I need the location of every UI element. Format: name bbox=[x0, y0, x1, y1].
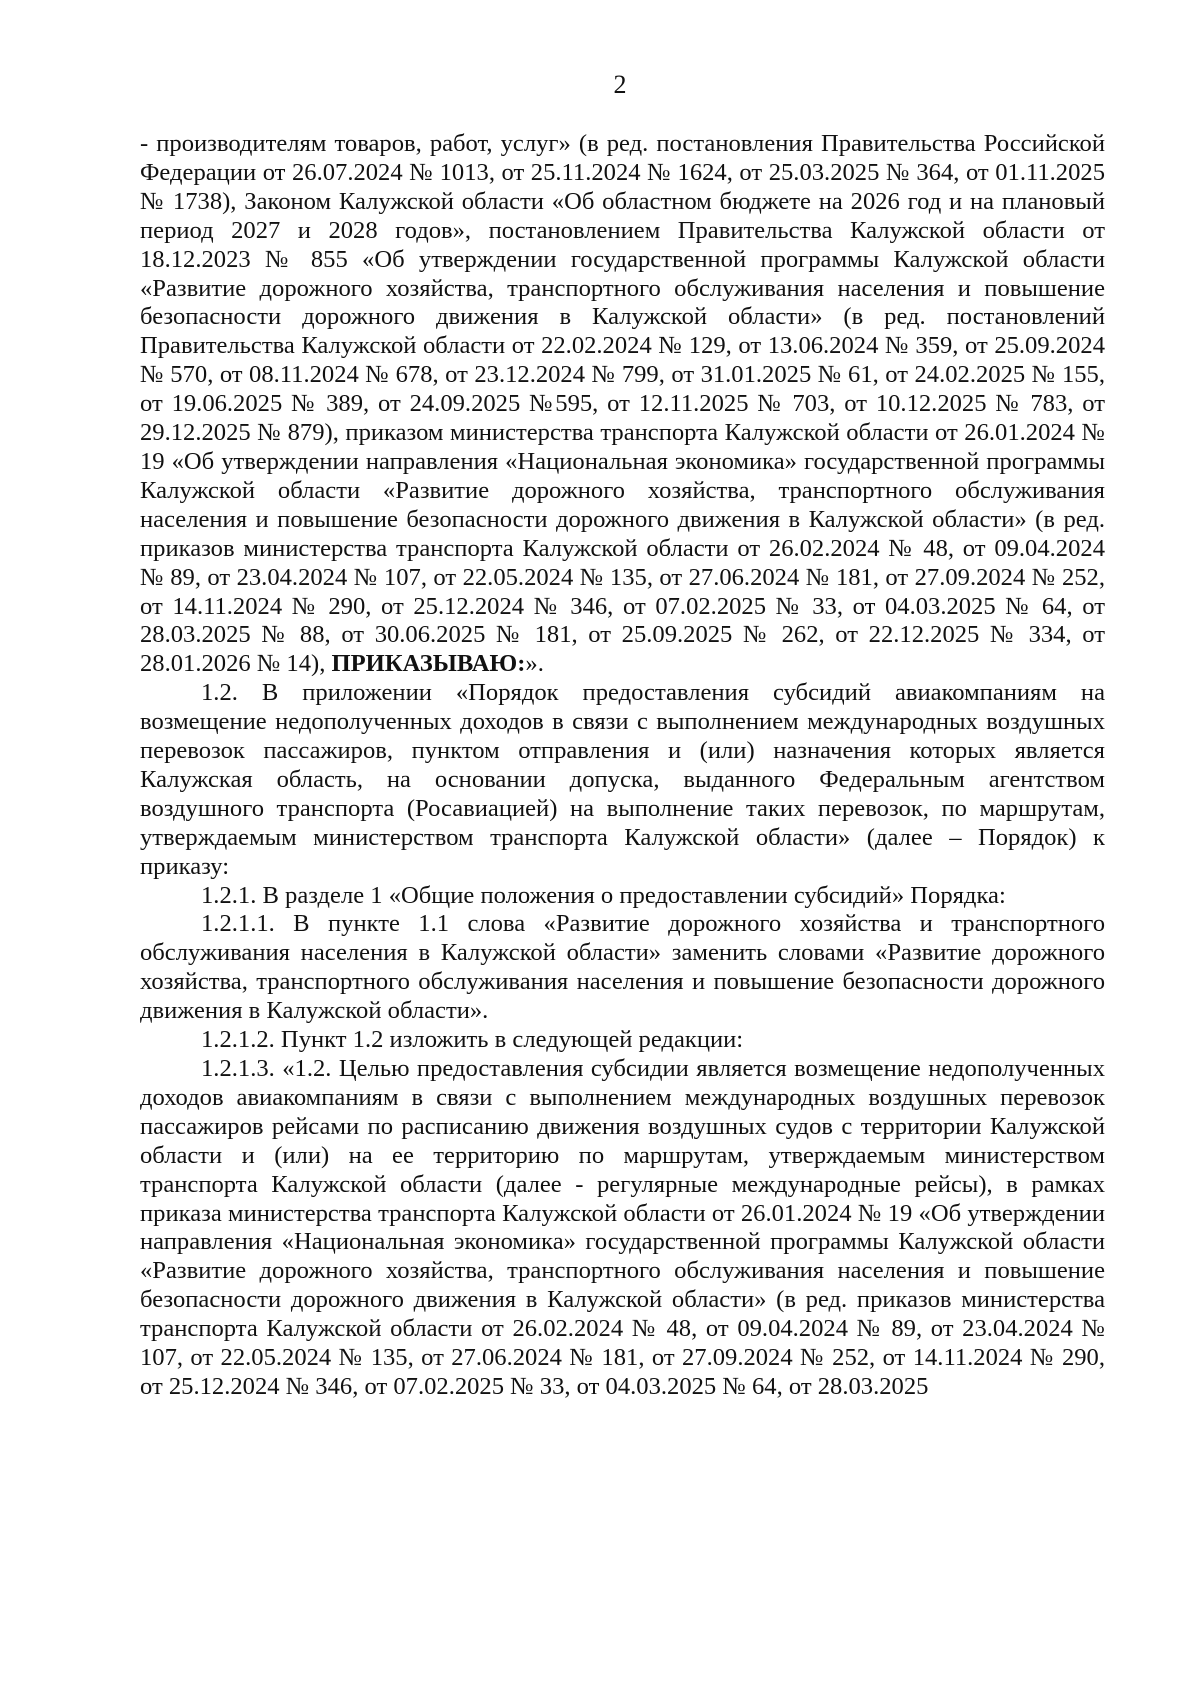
paragraph-legal-basis bbox=[140, 130, 1105, 679]
paragraph-clause-1-2: 1.2. В приложении «Порядок предоставления субсидий авиакомпаниям на возмещение недополученных доходов в связи с выполнением международных воздушных перевозок пассажиров, пунктом отправления и (или) назначения которых является Калужская область, на основании допуска, выданного Федеральным агентством воздушного транспорта (Росавиацией) на выполнение таких перевозок, по маршрутам, утверждаемым министерством транспорта Калужской области» (далее – Порядок) к приказу: bbox=[140, 679, 1105, 880]
paragraph-clause-1-2-1-3: 1.2.1.3. «1.2. Целью предоставления субсидии является возмещение недополученных доходов авиакомпаниям в связи с выполнением международных воздушных перевозок пассажиров рейсами по расписанию движения воздушных судов с территории Калужской области и (или) на ее территорию по маршрутам, утверждаемым министерством транспорта Калужской области (далее - регулярные международные рейсы), в рамках приказа министерства транспорта Калужской области от 26.01.2024 № 19 «Об утверждении направления «Национальная экономика» государственной программы Калужской области «Развитие дорожного хозяйства, транспортного обслуживания населения и повышение безопасности дорожного движения в Калужской области» (в ред. приказов министерства транспорта Калужской области от 26.02.2024 № 48, от 09.04.2024 № 89, от 23.04.2024 № 107, от 22.05.2024 № 135, от 27.06.2024 № 181, от 27.09.2024 № 252, от 14.11.2024 № 290, от 25.12.2024 № 346, от 07.02.2025 № 33, от 04.03.2025 № 64, от 28.03.2025 bbox=[140, 1055, 1105, 1400]
paragraph-clause-1-2-1-2: 1.2.1.2. Пункт 1.2 изложить в следующей редакции: bbox=[201, 1026, 744, 1054]
paragraph-clause-1-2-1-1: 1.2.1.1. В пункте 1.1 слова «Развитие дорожного хозяйства и транспортного обслуживания населения в Калужской области» заменить словами «Развитие дорожного хозяйства, транспортного обслуживания населения и повышение безопасности дорожного движения в Калужской области». bbox=[140, 910, 1105, 1025]
paragraph-tail: ». bbox=[525, 650, 544, 678]
paragraph-clause-1-2-1: 1.2.1. В разделе 1 «Общие положения о предоставлении субсидий» Порядка: bbox=[201, 881, 1006, 909]
document-body bbox=[140, 130, 1105, 1402]
order-keyword: ПРИКАЗЫВАЮ: bbox=[331, 650, 526, 678]
paragraph-text: - производителям товаров, работ, услуг» (в ред. постановления Правительства Российской Федерации от 26.07.2024 № 1013, от 25.11.2024 № 1624, от 25.03.2025 № 364, от 01.11.2025 № 1738), Законом Калужской области «Об областном бюджете на 2026 год и на плановый период 2027 и 2028 годов», постановлением Правительства Калужской области от 18.12.2023 № 855 «Об утверждении государственной программы Калужской области «Развитие дорожного хозяйства, транспортного обслуживания населения и повышение безопасности дорожного движения в Калужской области» (в ред. постановлений Правительства Калужской области от 22.02.2024 № 129, от 13.06.2024 № 359, от 25.09.2024 № 570, от 08.11.2024 № 678, от 23.12.2024 № 799, от 31.01.2025 № 61, от 24.02.2025 № 155, от 19.06.2025 № 389, от 24.09.2025 №595, от 12.11.2025 № 703, от 10.12.2025 № 783, от 29.12.2025 № 879), приказом министерства транспорта Калужской области от 26.01.2024 № 19 «Об утверждении направления «Национальная экономика» государственной программы Калужской области «Развитие дорожного хозяйства, транспортного обслуживания населения и повышение безопасности дорожного движения в Калужской области» (в ред. приказов министерства транспорта Калужской области от 26.02.2024 № 48, от 09.04.2024 № 89, от 23.04.2024 № 107, от 22.05.2024 № 135, от 27.06.2024 № 181, от 27.09.2024 № 252, от 14.11.2024 № 290, от 25.12.2024 № 346, от 07.02.2025 № 33, от 04.03.2025 № 64, от 28.03.2025 № 88, от 30.06.2025 № 181, от 25.09.2025 № 262, от 22.12.2025 № 334, от 28.01.2026 № 14), bbox=[140, 130, 1105, 678]
page-number: 2 bbox=[613, 70, 627, 99]
